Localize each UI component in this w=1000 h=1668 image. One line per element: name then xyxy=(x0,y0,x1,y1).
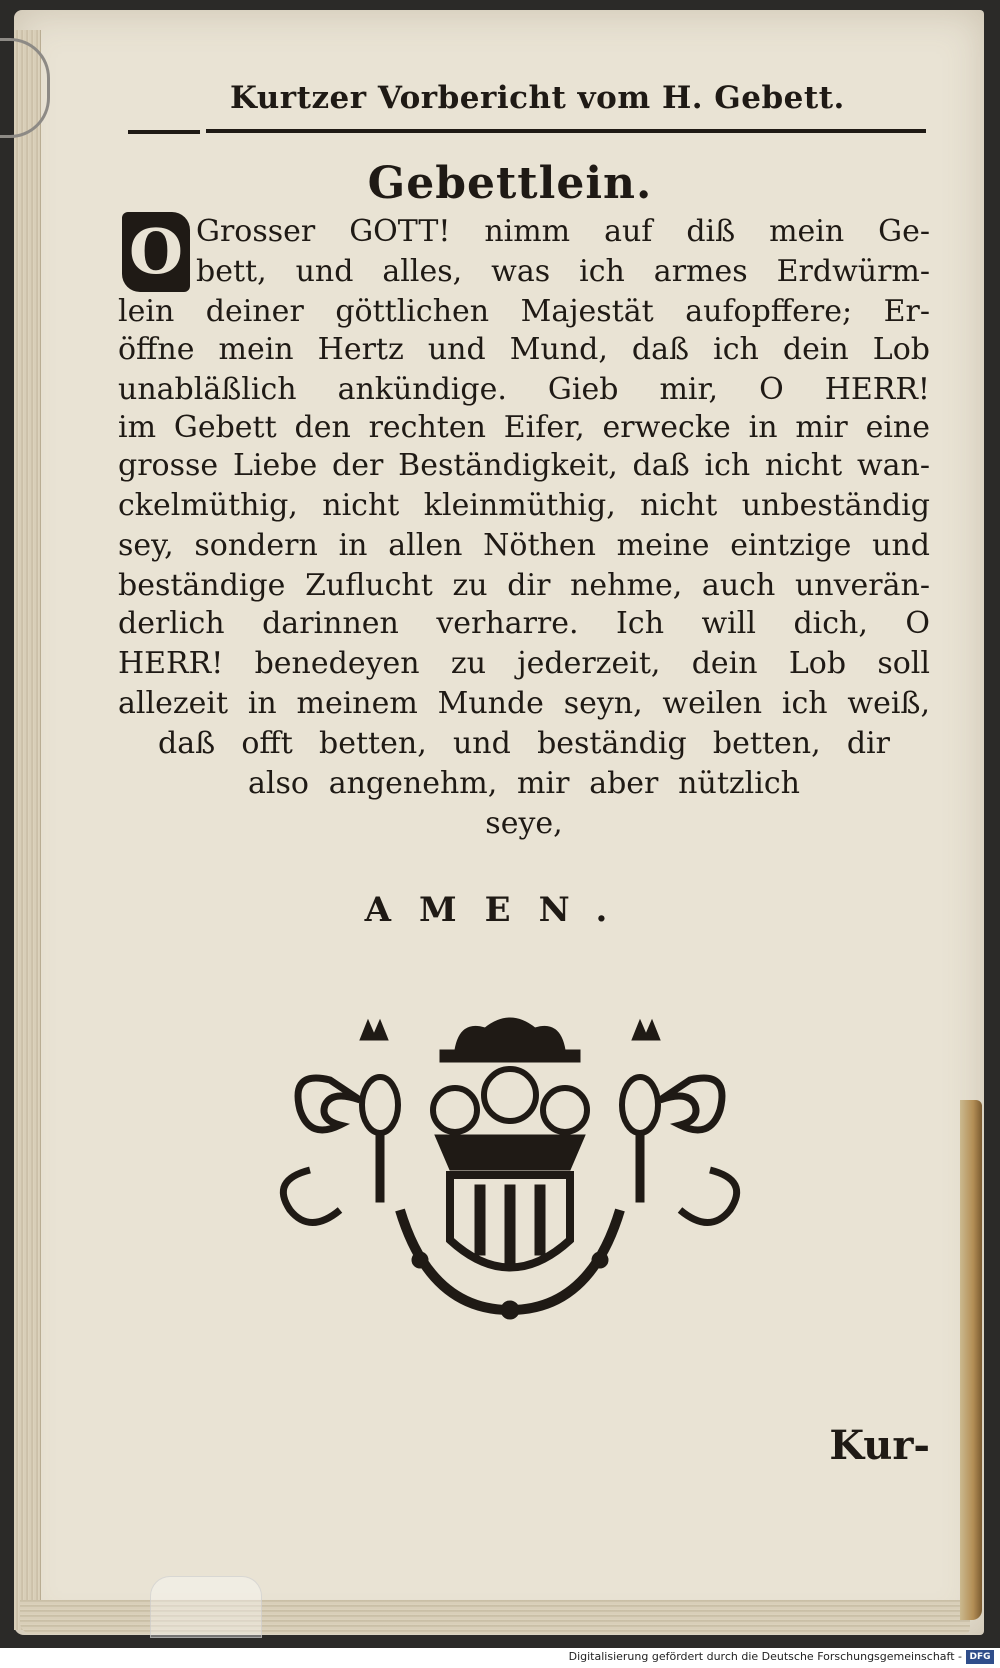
text-line: ckelmüthig, nicht kleinmüthig, nicht unbeständig xyxy=(118,488,930,523)
woodcut-ornament xyxy=(270,1010,750,1320)
text-line: bett, und alles, was ich armes Erdwürm- xyxy=(196,254,930,289)
amen-line: AMEN. xyxy=(364,890,636,930)
page-edges-right xyxy=(960,1100,982,1620)
text-line: allezeit in meinem Munde seyn, weilen ich weiß, xyxy=(118,686,930,721)
text-line: im Gebett den rechten Eifer, erwecke in mir eine xyxy=(118,410,930,445)
text-line: sey, sondern in allen Nöthen meine eintzige und xyxy=(118,528,930,563)
text-line: öffne mein Hertz und Mund, daß ich dein Lob xyxy=(118,332,930,367)
text-line: HERR! benedeyen zu jederzeit, dein Lob soll xyxy=(118,646,930,681)
scanner-strip xyxy=(150,1576,262,1638)
text-line: grosse Liebe der Beständigkeit, daß ich nicht wan- xyxy=(118,448,930,483)
text-line: also angenehm, mir aber nützlich xyxy=(248,766,800,801)
dfg-logo: DFG xyxy=(966,1650,994,1664)
header-rule-long xyxy=(206,129,926,133)
text-line: daß offt betten, und beständig betten, dir xyxy=(158,726,890,761)
text-line: lein deiner göttlichen Majestät aufopffere; Er- xyxy=(118,294,930,329)
text-line: beständige Zuflucht zu dir nehme, auch unverän- xyxy=(118,568,930,603)
running-head: Kurtzer Vorbericht vom H. Gebett. xyxy=(230,80,845,116)
digitization-credit: Digitalisierung gefördert durch die Deutsche Forschungsgemeinschaft - xyxy=(568,1650,962,1663)
text-line: derlich darinnen verharre. Ich will dich, O xyxy=(118,606,930,641)
drop-cap-initial: O xyxy=(122,212,190,292)
text-line: Grosser GOTT! nimm auf diß mein Ge- xyxy=(196,214,930,249)
page-edges-left xyxy=(14,30,41,1630)
text-line: seye, xyxy=(485,806,563,841)
catchword: Kur- xyxy=(829,1422,930,1469)
text-line: unabläßlich ankündige. Gieb mir, O HERR! xyxy=(118,372,930,407)
header-rule-short xyxy=(128,130,200,134)
prayer-heading: Gebettlein. xyxy=(367,158,653,209)
